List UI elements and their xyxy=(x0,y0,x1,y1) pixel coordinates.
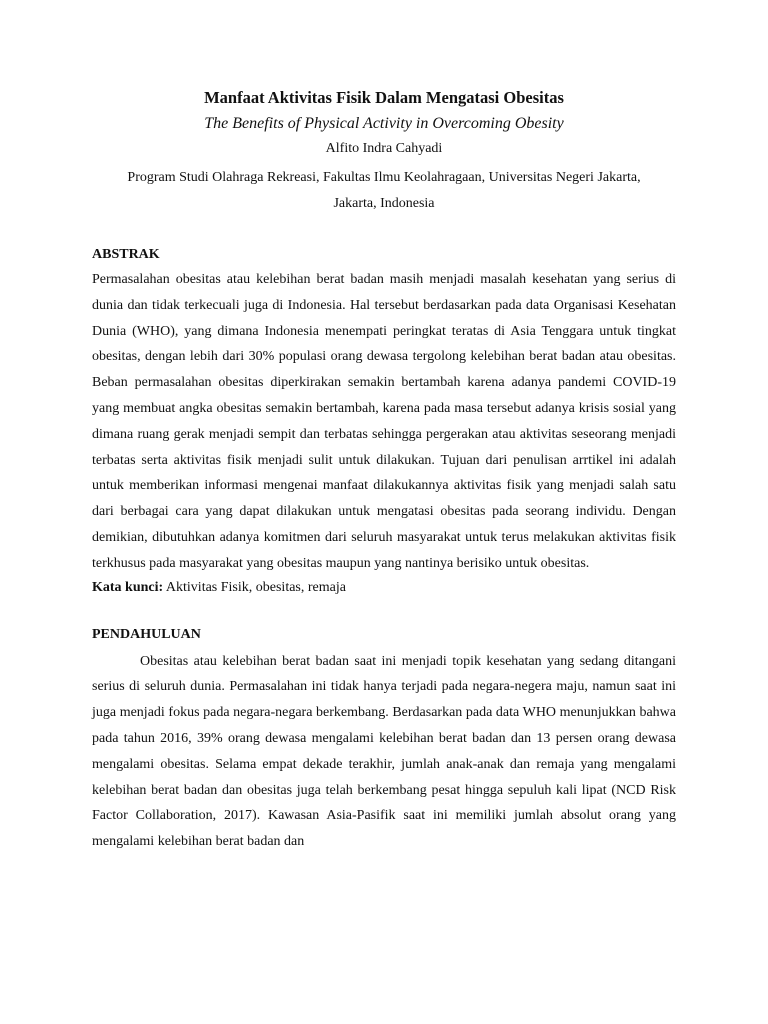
paper-title: Manfaat Aktivitas Fisik Dalam Mengatasi Obesitas xyxy=(204,88,564,107)
introduction-heading: PENDAHULUAN xyxy=(92,626,201,642)
author-affiliation xyxy=(92,165,676,217)
affiliation-line-2: Jakarta, Indonesia xyxy=(333,196,435,211)
keywords-line xyxy=(92,577,676,599)
abstract-heading: ABSTRAK xyxy=(92,247,160,262)
paper-subtitle: The Benefits of Physical Activity in Overcoming Obesity xyxy=(204,115,564,132)
keywords-value: Aktivitas Fisik, obesitas, remaja xyxy=(165,579,346,595)
keywords-label: Kata kunci: xyxy=(92,579,164,595)
abstract-text: Permasalahan obesitas atau kelebihan berat badan masih menjadi masalah kesehatan yang serius di dunia dan tidak terkecuali juga di Indonesia. Hal tersebut berdasarkan pada data Organisasi Kesehatan Dunia (WHO), yang dimana Indonesia menempati peringkat teratas di Asia Tenggara untuk tingkat obesitas, dengan lebih dari 30% populasi orang dewasa tergolong kelebihan berat badan atau obesitas. Beban permasalahan obesitas diperkirakan semakin bertambah karena adanya pandemi COVID-19 yang membuat angka obesitas semakin bertambah, karena pada masa tersebut adanya krisis sosial yang dimana ruang gerak menjadi sempit dan terbatas sehingga pergerakan atau aktivitas seseorang menjadi terbatas serta aktivitas fisik menjadi sulit untuk dilakukan. Tujuan dari penulisan arrtikel ini adalah untuk memberikan informasi mengenai manfaat dilakukannya aktivitas fisik yang menjadi salah satu dari berbagai cara yang dapat dilakukan untuk mengatasi obesitas pada seorang individu. Dengan demikian, dibutuhkan adanya komitmen dari seluruh masyarakat untuk terus melakukan aktivitas fisik terkhusus pada masyarakat yang obesitas maupun yang nantinya berisiko untuk obesitas. xyxy=(92,272,676,571)
affiliation-line-1: Program Studi Olahraga Rekreasi, Fakultas Ilmu Keolahragaan, Universitas Negeri Jakarta, xyxy=(127,170,641,185)
author-name: Alfito Indra Cahyadi xyxy=(325,141,443,156)
introduction-text: Obesitas atau kelebihan berat badan saat ini menjadi topik kesehatan yang sedang ditangani serius di seluruh dunia. Permasalahan ini tidak hanya terjadi pada negara-negera maju, namun saat ini juga menjadi fokus pada negara-negara berkembang. Berdasarkan pada data WHO menunjukkan bahwa pada tahun 2016, 39% orang dewasa mengalami kelebihan berat badan dan 13 persen orang dewasa mengalami obesitas. Selama empat dekade terakhir, jumlah anak-anak dan remaja yang mengalami kelebihan berat badan dan obesitas juga telah berkembang pesat hingga sepuluh kali lipat (NCD Risk Factor Collaboration, 2017). Kawasan Asia-Pasifik saat ini memiliki jumlah absolut orang yang mengalami kelebihan berat badan dan xyxy=(92,653,676,850)
